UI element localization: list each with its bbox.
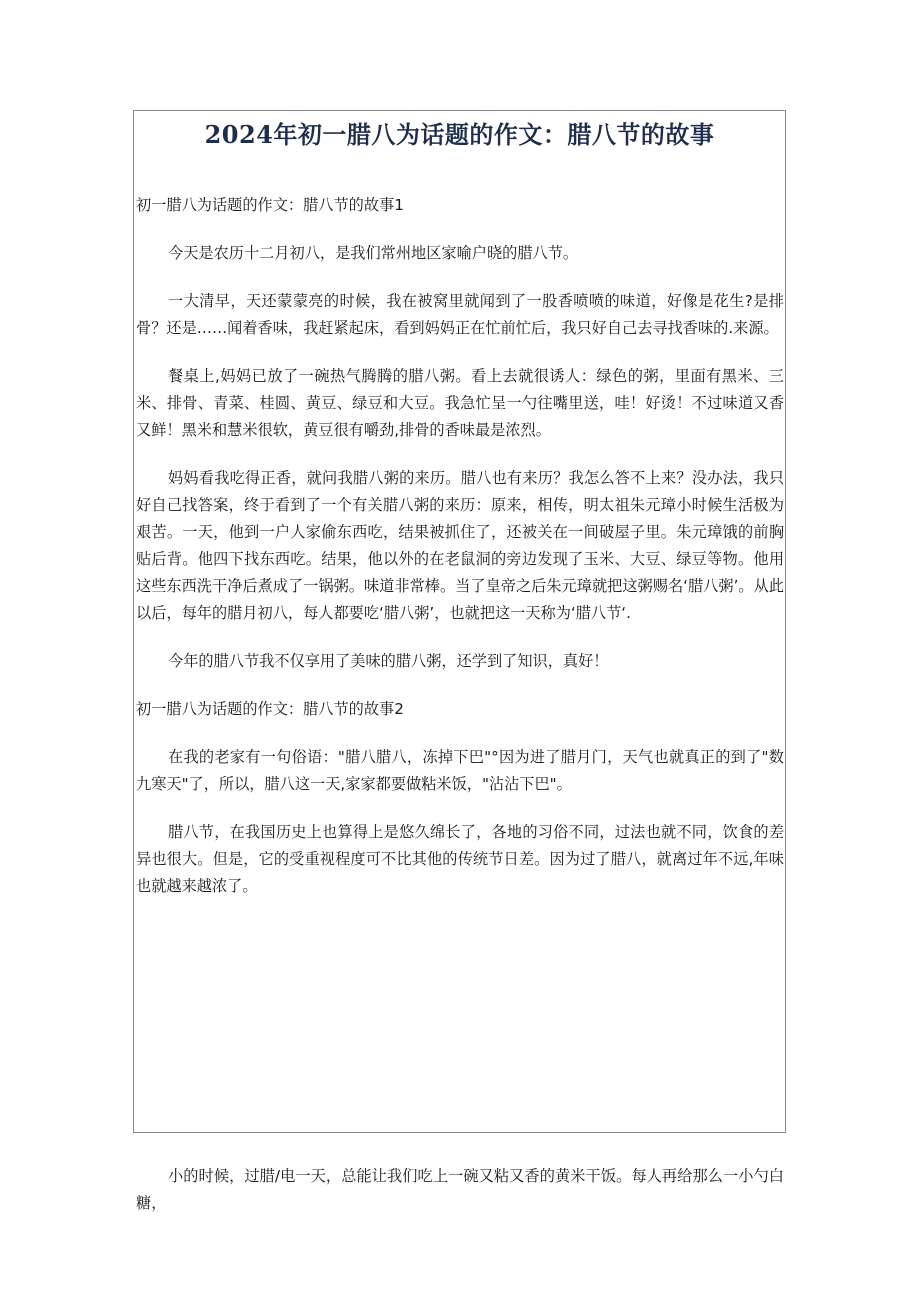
document-title: 2024年初一腊八为话题的作文：腊八节的故事 — [204, 120, 715, 149]
section-heading-2: 初一腊八为话题的作文：腊八节的故事2 — [136, 700, 404, 718]
continuation-text — [136, 1163, 784, 1217]
paragraph: 一大清早，天还蒙蒙亮的时候，我在被窝里就闻到了一股香喷喷的味道，好像是花生?是排骨？还是……闻着香味，我赶紧起床，看到妈妈正在忙前忙后，我只好自己去寻找香味的.来源。 — [136, 292, 784, 337]
section-heading-1: 初一腊八为话题的作文：腊八节的故事1 — [136, 196, 404, 214]
paragraph: 餐桌上,妈妈已放了一碗热气腾腾的腊八粥。看上去就很诱人：绿色的粥，里面有黑米、三米、排骨、青菜、桂圆、黄豆、绿豆和大豆。我急忙呈一勺往嘴里送，哇！好烫！不过味道又香又鲜！黑米和慧米很软，黄豆很有嚼劲,排骨的香味最是浓烈。 — [136, 367, 784, 439]
paragraph: 在我的老家有一句俗语："腊八腊八，冻掉下巴"°因为进了腊月门，天气也就真正的到了"数九寒天"了，所以，腊八这一天,家家都要做粘米饭，"沾沾下巴"。 — [136, 748, 784, 793]
paragraph: 今天是农历十二月初八，是我们常州地区家喻户晓的腊八节。 — [168, 244, 579, 262]
paragraph: 今年的腊八节我不仅享用了美味的腊八粥，还学到了知识，真好！ — [168, 652, 609, 670]
paragraph: 小的时候，过腊/电一天，总能让我们吃上一碗又粘又香的黄米干饭。每人再给那么一小勺白糖， — [136, 1167, 784, 1212]
document-body — [136, 192, 784, 921]
paragraph: 妈妈看我吃得正香，就问我腊八粥的来历。腊八也有来历？我怎么答不上来？没办法，我只好自己找答案，终于看到了一个有关腊八粥的来历：原来，相传，明太祖朱元璋小时候生活极为艰苦。一天，他到一户人家偷东西吃，结果被抓住了，还被关在一间破屋子里。朱元璋饿的前胸贴后背。他四下找东西吃。结果，他以外的在老鼠洞的旁边发现了玉米、大豆、绿豆等物。他用这些东西洗干净后煮成了一锅粥。味道非常棒。当了皇帝之后朱元璋就把这粥赐名‘腊八粥’。从此以后，每年的腊月初八，每人都要吃‘腊八粥’，也就把这一天称为‘腊八节‘. — [136, 469, 784, 622]
paragraph: 腊八节，在我国历史上也算得上是悠久绵长了，各地的习俗不同，过法也就不同，饮食的差异也很大。但是，它的受重视程度可不比其他的传统节日差。因为过了腊八，就离过年不远,年味也就越来越浓了。 — [136, 823, 784, 895]
